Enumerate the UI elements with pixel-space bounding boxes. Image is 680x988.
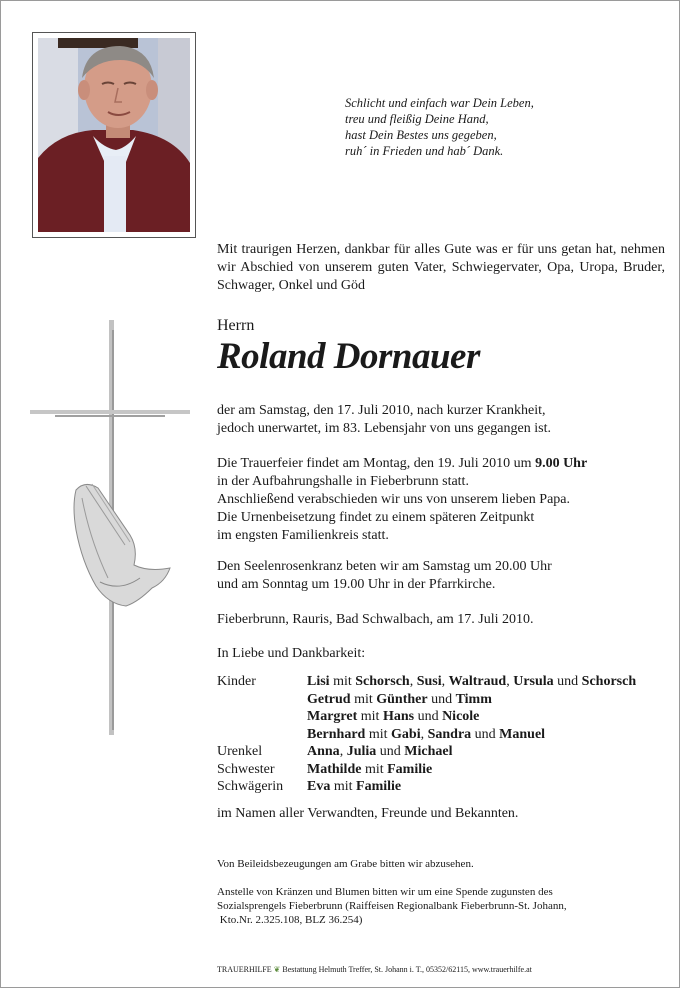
place-date: Fieberbrunn, Rauris, Bad Schwalbach, am 17. Juli 2010. (217, 612, 534, 627)
funeral-line (217, 455, 587, 473)
family-names: Getrud mit Günther und Timm (307, 691, 492, 707)
family-names: Bernhard mit Gabi, Sandra und Manuel (307, 726, 546, 742)
funeral-line-text: Die Trauerfeier findet am Montag, den 19. Juli 2010 um (217, 456, 536, 471)
funeral-line: Anschließend verabschieden wir uns von unserem lieben Papa. (217, 492, 571, 507)
family-label: Schwester (217, 761, 275, 777)
family-names: Mathilde mit Familie (307, 761, 433, 777)
footer-text: Bestattung Helmuth Treffer, St. Johann i. T., 05352/62115, www.trauerhilfe.at (282, 965, 532, 974)
deceased-name: Roland Dornauer (217, 336, 480, 377)
donation-note (217, 885, 567, 927)
cross-praying-hands-image (30, 320, 194, 740)
family-names: Anna, Julia und Michael (307, 744, 453, 759)
rosary-line: Den Seelenrosenkranz beten wir am Samstag um 20.00 Uhr (217, 559, 552, 574)
rosary-info (217, 558, 552, 594)
leaf-icon: ❦ (273, 965, 281, 974)
death-notice-line: jedoch unerwartet, im 83. Lebensjahr von uns gegangen ist. (217, 421, 551, 436)
family-names: Margret mit Hans und Nicole (307, 709, 480, 724)
poem-line: Schlicht und einfach war Dein Leben, (345, 96, 534, 110)
rosary-line: und am Sonntag um 19.00 Uhr in der Pfarrkirche. (217, 577, 496, 592)
family-label: Kinder (217, 674, 256, 689)
family-row-kinder-4 (217, 726, 636, 744)
family-row-kinder (217, 673, 636, 691)
family-row-kinder-3 (217, 708, 636, 726)
funeral-line: Die Urnenbeisetzung findet zu einem späteren Zeitpunkt (217, 510, 535, 525)
family-label: Urenkel (217, 744, 263, 759)
family-label: Schwägerin (217, 779, 284, 794)
closing-text: im Namen aller Verwandten, Freunde und Bekannten. (217, 806, 519, 821)
portrait-photo (38, 38, 190, 232)
condolence-note: Von Beileidsbezeugungen am Grabe bitten wir abzusehen. (217, 858, 474, 870)
honorific: Herrn (217, 317, 255, 334)
family-row-schwester (217, 761, 636, 779)
in-love-heading: In Liebe und Dankbarkeit: (217, 646, 366, 661)
death-notice (217, 402, 551, 438)
poem (345, 95, 534, 159)
family-names: Eva mit Familie (307, 779, 402, 794)
donation-line: Kto.Nr. 2.325.108, BLZ 36.254) (217, 914, 363, 926)
family-row-kinder-2 (217, 691, 636, 709)
footer (217, 965, 532, 974)
funeral-time: 9.00 Uhr (535, 456, 588, 471)
poem-line: hast Dein Bestes uns gegeben, (345, 128, 497, 142)
family-row-schwaegerin (217, 778, 636, 796)
poem-line: ruh´ in Frieden und hab´ Dank. (345, 144, 504, 158)
family-list (217, 673, 636, 796)
portrait-frame (32, 32, 196, 238)
funeral-line: in der Aufbahrungshalle in Fieberbrunn statt. (217, 474, 469, 489)
family-names: Lisi mit Schorsch, Susi, Waltraud, Ursula und Schorsch (307, 674, 637, 689)
donation-line: Anstelle von Kränzen und Blumen bitten wir um eine Spende zugunsten des (217, 886, 553, 898)
footer-brand: TRAUERHILFE (217, 965, 272, 974)
death-notice-line: der am Samstag, den 17. Juli 2010, nach kurzer Krankheit, (217, 403, 546, 418)
donation-line: Sozialsprengels Fieberbrunn (Raiffeisen Regionalbank Fieberbrunn-St. Johann, (217, 900, 567, 912)
funeral-info (217, 455, 587, 545)
family-row-urenkel (217, 743, 636, 761)
funeral-line: im engsten Familienkreis statt. (217, 528, 389, 543)
poem-line: treu und fleißig Deine Hand, (345, 112, 489, 126)
intro-text: Mit traurigen Herzen, dankbar für alles Gute was er für uns getan hat, nehmen wir Abschied von unserem guten Vater, Schwiegervater, Opa, Uropa, Bruder, Schwager, Onkel und Göd (217, 242, 665, 293)
